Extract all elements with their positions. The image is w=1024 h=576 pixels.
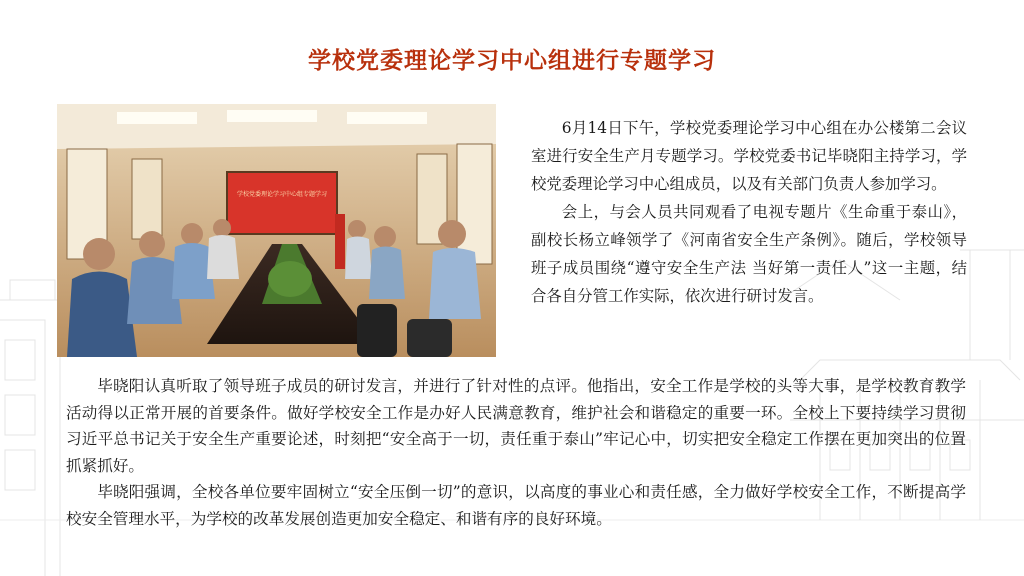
page-title: 学校党委理论学习中心组进行专题学习 bbox=[308, 48, 716, 74]
article-paragraph: 毕晓阳认真听取了领导班子成员的研讨发言，并进行了针对性的点评。他指出，安全工作是学校的头等大事，是学校教育教学活动得以正常开展的首要条件。做好学校安全工作是办好人民满意教育，维护社会和谐稳定的重要一环。全校上下要持续学习贯彻习近平总书记关于安全生产重要论述，时刻把“安全高于一切，责任重于泰山”牢记心中，切实把安全稳定工作摆在更加突出的位置抓紧抓好。 bbox=[66, 377, 966, 475]
article-paragraph: 会上，与会人员共同观看了电视专题片《生命重于泰山》，副校长杨立峰领学了《河南省安全生产条例》。随后，学校领导班子成员围绕“遵守安全生产法 当好第一责任人”这一主题，结合各自分管工作实际，依次进行研讨发言。 bbox=[531, 203, 967, 305]
screen-caption: 学校党委理论学习中心组专题学习 bbox=[236, 191, 328, 198]
article-paragraph: 毕晓阳强调，全校各单位要牢固树立“安全压倒一切”的意识，以高度的事业心和责任感，全力做好学校安全工作，不断提高学校安全管理水平，为学校的改革发展创造更加安全稳定、和谐有序的良好环境。 bbox=[66, 483, 966, 528]
article-bottom-section bbox=[66, 373, 966, 532]
meeting-room-photo-icon bbox=[57, 104, 496, 357]
article-paragraph: 6月14日下午，学校党委理论学习中心组在办公楼第二会议室进行安全生产月专题学习。学校党委书记毕晓阳主持学习，学校党委理论学习中心组成员，以及有关部门负责人参加学习。 bbox=[531, 119, 967, 193]
article-right-column bbox=[531, 114, 967, 310]
meeting-photo bbox=[57, 104, 496, 357]
